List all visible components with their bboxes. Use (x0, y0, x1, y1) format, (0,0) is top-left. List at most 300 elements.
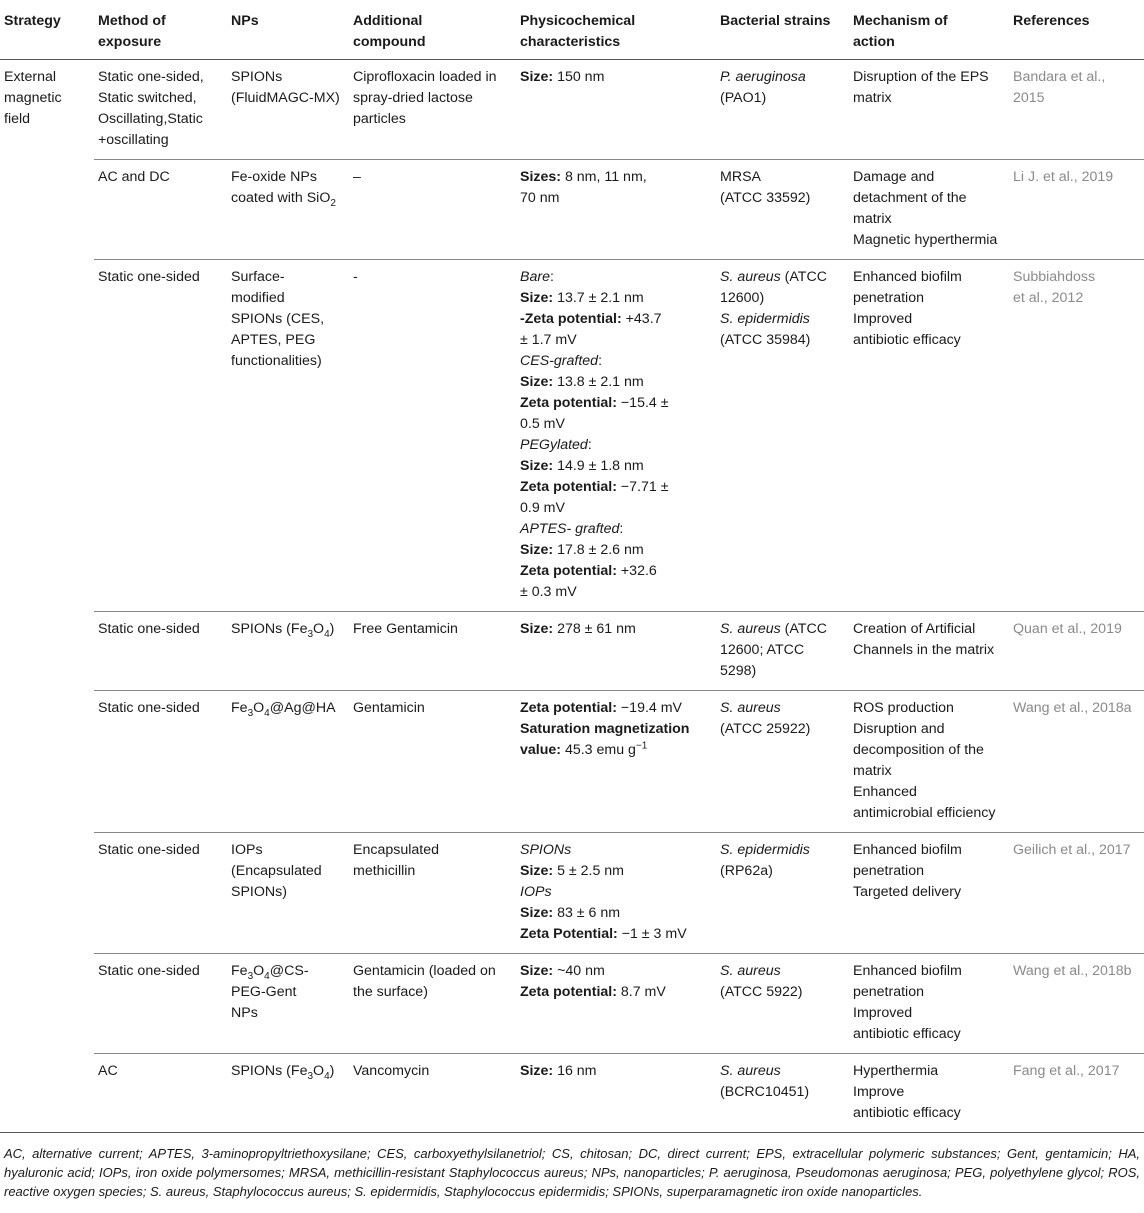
physico-label: Size: (520, 621, 554, 637)
nps-cell (227, 1054, 349, 1133)
physico-value: 0.5 mV (520, 416, 565, 432)
bacterial-line (720, 719, 849, 740)
cell-line: Improve (853, 1084, 905, 1100)
cell-line: PEG-Gent (231, 984, 297, 1000)
physico-label: Zeta Potential: (520, 926, 618, 942)
bacterial-line (720, 861, 849, 882)
strain-id: 5298) (720, 663, 757, 679)
reference-cell (1009, 691, 1144, 833)
cell-line: matrix (853, 763, 892, 779)
physico-label: Size: (520, 290, 554, 306)
method-cell (94, 954, 227, 1054)
reference-link[interactable]: Bandara et al., (1013, 69, 1106, 85)
method-cell (94, 1054, 227, 1133)
cell-line: Damage and (853, 169, 935, 185)
mechanism-cell (849, 612, 1009, 691)
nps-cell (227, 954, 349, 1054)
nps-text: Fe (231, 963, 248, 979)
physico-label: Size: (520, 963, 554, 979)
physico-line (520, 861, 716, 882)
nps-text: O (313, 621, 325, 637)
strain-id: (ATCC 5922) (720, 984, 803, 1000)
header-mechanism: Mechanism of action (853, 13, 948, 50)
cell-line: Channels in the matrix (853, 642, 995, 658)
cell-line (231, 619, 349, 640)
additional-cell (349, 612, 516, 691)
physico-suffix: : (598, 353, 603, 369)
physico-value: ~40 nm (553, 963, 605, 979)
header-physico: Physicochemical characteristics (520, 13, 636, 50)
nps-cell (227, 260, 349, 612)
physico-line (520, 456, 716, 477)
physico-line (520, 961, 716, 982)
physico-line (520, 435, 716, 456)
strategy-cell (0, 60, 94, 1133)
cell-line: Improved (853, 1005, 913, 1021)
mechanism-cell (849, 260, 1009, 612)
subscript: 4 (324, 1070, 330, 1082)
cell-line (231, 288, 349, 309)
physico-value: −15.4 ± (616, 395, 669, 411)
cell-line (231, 309, 349, 330)
cell-line: Enhanced biofilm (853, 842, 962, 858)
cell-line: AC and DC (98, 169, 170, 185)
strain-id: (ATCC (780, 621, 827, 637)
cell-line: ROS production (853, 700, 954, 716)
physico-value: 13.8 ± 2.1 nm (553, 374, 644, 390)
method-cell (94, 60, 227, 160)
nps-cell (227, 160, 349, 260)
reference-cell (1009, 612, 1144, 691)
cell-line (231, 167, 349, 188)
physico-line (520, 540, 716, 561)
physico-suffix: : (549, 269, 554, 285)
mechanism-cell (849, 691, 1009, 833)
strain-name: S. aureus (720, 621, 781, 637)
physico-line (520, 619, 716, 640)
physico-line (520, 924, 716, 945)
cell-line: matrix (853, 211, 892, 227)
reference-link[interactable]: Wang et al., 2018b (1013, 963, 1132, 979)
reference-cell (1009, 60, 1144, 160)
physico-group: PEGylated (520, 437, 588, 453)
table-row (0, 833, 1144, 954)
nps-text: IOPs (231, 842, 263, 858)
nps-text: functionalities) (231, 353, 322, 369)
nps-text: Fe (231, 700, 248, 716)
physico-line (520, 982, 716, 1003)
nps-text: ) (329, 621, 335, 637)
physico-value: +32.6 (616, 563, 657, 579)
bacterial-line (720, 619, 849, 640)
physico-line (520, 167, 716, 188)
physico-line (520, 698, 716, 719)
cell-line: Enhanced (853, 784, 917, 800)
cell-line: Creation of Artificial (853, 621, 976, 637)
bacterial-line (720, 330, 849, 351)
cell-line: detachment of the (853, 190, 967, 206)
bacterial-line (720, 1082, 849, 1103)
bacterial-cell (716, 160, 849, 260)
cell-line (231, 67, 349, 88)
cell-line: NPs (231, 1005, 258, 1021)
physico-cell (516, 954, 716, 1054)
physico-suffix: : (587, 437, 592, 453)
strain-id: (BCRC10451) (720, 1084, 810, 1100)
cell-line: the surface) (353, 984, 428, 1000)
nps-text: (FluidMAGC-MX) (231, 90, 340, 106)
nps-text: coated with SiO (231, 190, 331, 206)
physico-line (520, 740, 716, 761)
physico-label: Zeta potential: (520, 984, 617, 1000)
physico-group: SPIONs (520, 842, 572, 858)
physico-group: Bare (520, 269, 550, 285)
cell-line: penetration (853, 290, 924, 306)
reference-cell (1009, 954, 1144, 1054)
header-nps: NPs (231, 13, 259, 29)
reference-cell (1009, 1054, 1144, 1133)
cell-line: Static switched, (98, 90, 197, 106)
bacterial-line (720, 309, 849, 330)
strain-id: MRSA (720, 169, 761, 185)
additional-cell (349, 1054, 516, 1133)
physico-value: 45.3 emu g (561, 742, 636, 758)
physico-label: -Zeta potential: (520, 311, 622, 327)
nps-text: SPIONs) (231, 884, 287, 900)
physico-line (520, 719, 716, 740)
strain-name: S. aureus (720, 269, 781, 285)
cell-line: - (353, 269, 358, 285)
mechanism-cell (849, 60, 1009, 160)
bacterial-line (720, 267, 849, 288)
reference-link[interactable]: Wang et al., 2018a (1013, 700, 1132, 716)
additional-cell (349, 60, 516, 160)
physico-value: 5 ± 2.5 nm (553, 863, 625, 879)
cell-line: Static one-sided (98, 963, 200, 979)
physico-label: value: (520, 742, 562, 758)
method-cell (94, 260, 227, 612)
reference-link[interactable]: 2015 (1013, 90, 1045, 106)
additional-cell (349, 160, 516, 260)
nps-text: O (253, 700, 265, 716)
cell-line (231, 840, 349, 861)
bacterial-line (720, 188, 849, 209)
cell-line (231, 961, 349, 982)
cell-line: Static one-sided, (98, 69, 204, 85)
physico-line (520, 1061, 716, 1082)
cell-line: Gentamicin (loaded on (353, 963, 496, 979)
bacterial-cell (716, 612, 849, 691)
cell-line: antibiotic efficacy (853, 1026, 961, 1042)
bacterial-line (720, 288, 849, 309)
nps-cell (227, 833, 349, 954)
bacterial-line (720, 982, 849, 1003)
table-row (0, 260, 1144, 612)
cell-line: Enhanced biofilm (853, 963, 962, 979)
subscript: 3 (247, 970, 254, 982)
mechanism-cell (849, 160, 1009, 260)
physico-line (520, 288, 716, 309)
physico-value: 8 nm, 11 nm, (561, 169, 647, 185)
subscript: 2 (330, 197, 336, 209)
cell-line: Improved (853, 311, 913, 327)
reference-link[interactable]: Li J. et al., 2019 (1013, 169, 1114, 185)
cell-line: Encapsulated (353, 842, 439, 858)
bacterial-line (720, 840, 849, 861)
method-cell (94, 612, 227, 691)
nps-text: O (313, 1063, 325, 1079)
physico-line (520, 67, 716, 88)
physico-cell (516, 260, 716, 612)
physico-label: Zeta potential: (520, 563, 617, 579)
reference-link[interactable]: et al., 2012 (1013, 290, 1084, 306)
nps-cell (227, 60, 349, 160)
strain-name: P. aeruginosa (720, 69, 806, 85)
cell-line: magnetic (4, 90, 62, 106)
nps-text: @Ag@HA (269, 700, 336, 716)
physico-label: Size: (520, 542, 554, 558)
cell-line: decomposition of the (853, 742, 984, 758)
nps-text: Surface- (231, 269, 285, 285)
physico-value: −19.4 mV (616, 700, 683, 716)
subscript: 3 (307, 1070, 314, 1082)
physico-value: ± 1.7 mV (520, 332, 577, 348)
subscript: 3 (247, 707, 254, 719)
cell-line: Static one-sided (98, 621, 200, 637)
cell-line: field (4, 111, 31, 127)
table-footnote: AC, alternative current; APTES, 3-aminopropyltriethoxysilane; CES, carboxyethylsilanetriol; CS, chitosan; DC, direct current; EPS, extracellular polymeric substances; Gent, gentamicin; HA, hyaluronic acid; IOPs, iron oxide polymersomes; MRSA, methicillin-resistant Staphylococcus aureus; NPs, nanoparticles; P. aeruginosa, Pseudomonas aeruginosa; PEG, polyethylene glycol; ROS, reactive oxygen species; S. aureus, Staphylococcus aureus; S. epidermidis, Staphylococcus epidermidis; SPIONs, superparamagnetic iron oxide nanoparticles. (4, 1146, 1140, 1199)
cell-line (231, 882, 349, 903)
physico-line (520, 351, 716, 372)
physico-line (520, 582, 716, 603)
nps-text: O (253, 963, 265, 979)
bacterial-line (720, 67, 849, 88)
reference-link[interactable]: Geilich et al., 2017 (1013, 842, 1131, 858)
additional-cell (349, 260, 516, 612)
nps-text: SPIONs (Fe (231, 621, 308, 637)
bacterial-line (720, 167, 849, 188)
physico-line (520, 840, 716, 861)
physico-value: 14.9 ± 1.8 nm (553, 458, 644, 474)
nps-text: SPIONs (231, 69, 283, 85)
strain-id: 12600; ATCC (720, 642, 805, 658)
cell-line: antibiotic efficacy (853, 1105, 961, 1121)
cell-line: Magnetic hyperthermia (853, 232, 998, 248)
cell-line (231, 698, 349, 719)
bacterial-cell (716, 1054, 849, 1133)
nps-cell (227, 612, 349, 691)
table-body (0, 60, 1144, 1133)
cell-line: matrix (853, 90, 892, 106)
cell-line: Static one-sided (98, 842, 200, 858)
physico-label: Size: (520, 1063, 554, 1079)
header-row (0, 0, 1144, 60)
cell-line: Static one-sided (98, 700, 200, 716)
cell-line: penetration (853, 984, 924, 1000)
method-cell (94, 160, 227, 260)
physico-label: Zeta potential: (520, 700, 617, 716)
physico-group: CES-grafted (520, 353, 599, 369)
nps-text: modified (231, 290, 285, 306)
bacterial-line (720, 88, 849, 109)
physico-group: APTES- grafted (520, 521, 620, 537)
cell-line: – (353, 169, 361, 185)
physico-value: 0.9 mV (520, 500, 565, 516)
bacterial-cell (716, 954, 849, 1054)
cell-line: Free Gentamicin (353, 621, 458, 637)
subscript: 4 (264, 970, 270, 982)
bacterial-line (720, 1061, 849, 1082)
subscript: 4 (264, 707, 270, 719)
method-cell (94, 691, 227, 833)
physico-line (520, 519, 716, 540)
reference-link[interactable]: Subbiahdoss (1013, 269, 1096, 285)
table-row (0, 612, 1144, 691)
physico-value: 17.8 ± 2.6 nm (553, 542, 644, 558)
header-method: Method of exposure (98, 13, 166, 50)
physico-cell (516, 612, 716, 691)
nps-text: SPIONs (CES, (231, 311, 325, 327)
nps-text: @CS- (269, 963, 309, 979)
physico-line (520, 498, 716, 519)
physico-line (520, 882, 716, 903)
bacterial-line (720, 698, 849, 719)
cell-line: Hyperthermia (853, 1063, 939, 1079)
physico-value: 16 nm (553, 1063, 597, 1079)
cell-line: Enhanced biofilm (853, 269, 962, 285)
header-bacterial: Bacterial strains (720, 13, 831, 29)
physico-label: Size: (520, 374, 554, 390)
physico-cell (516, 160, 716, 260)
reference-link[interactable]: Fang et al., 2017 (1013, 1063, 1120, 1079)
physico-line (520, 372, 716, 393)
cell-line: External (4, 69, 57, 85)
physico-value: 70 nm (520, 190, 560, 206)
physico-value: 83 ± 6 nm (553, 905, 621, 921)
bacterial-cell (716, 260, 849, 612)
table-row (0, 1054, 1144, 1133)
table-row (0, 160, 1144, 260)
physico-cell (516, 60, 716, 160)
physico-label: Zeta potential: (520, 395, 617, 411)
physico-label: Sizes: (520, 169, 562, 185)
nps-text: Fe-oxide NPs (231, 169, 317, 185)
strain-name: S. epidermidis (720, 842, 810, 858)
subscript: 4 (324, 628, 330, 640)
header-strategy: Strategy (4, 13, 61, 29)
physico-label: Saturation magnetization (520, 721, 690, 737)
physico-suffix: : (619, 521, 624, 537)
physico-value: 13.7 ± 2.1 nm (553, 290, 644, 306)
table-row (0, 954, 1144, 1054)
mechanism-cell (849, 1054, 1009, 1133)
nps-text: APTES, PEG (231, 332, 316, 348)
strain-id: (ATCC 33592) (720, 190, 811, 206)
physico-value: 8.7 mV (616, 984, 666, 1000)
strain-id: (ATCC 35984) (720, 332, 811, 348)
additional-cell (349, 954, 516, 1054)
physico-value: −7.71 ± (616, 479, 669, 495)
additional-cell (349, 833, 516, 954)
strain-name: S. aureus (720, 1063, 781, 1079)
subscript: 3 (307, 628, 314, 640)
cell-line: +oscillating (98, 132, 169, 148)
strain-id: 12600) (720, 290, 765, 306)
cell-line: Disruption and (853, 721, 945, 737)
cell-line: antimicrobial efficiency (853, 805, 996, 821)
reference-cell (1009, 160, 1144, 260)
physico-label: Zeta potential: (520, 479, 617, 495)
bacterial-line (720, 661, 849, 682)
nps-text: ) (329, 1063, 335, 1079)
physico-line (520, 477, 716, 498)
nps-text: SPIONs (Fe (231, 1063, 308, 1079)
nps-text: (Encapsulated (231, 863, 322, 879)
cell-line: Static one-sided (98, 269, 200, 285)
cell-line: methicillin (353, 863, 416, 879)
cell-line: Targeted delivery (853, 884, 962, 900)
cell-line: Ciprofloxacin loaded in (353, 69, 497, 85)
physico-line (520, 267, 716, 288)
header-additional: Additional compound (353, 13, 426, 50)
physico-line (520, 188, 716, 209)
physico-line (520, 561, 716, 582)
table-row (0, 691, 1144, 833)
strain-id: (ATCC (780, 269, 827, 285)
table-row (0, 60, 1144, 160)
physico-label: Size: (520, 69, 554, 85)
cell-line (231, 267, 349, 288)
cell-line (231, 88, 349, 109)
physico-value: 150 nm (553, 69, 605, 85)
strain-id: (ATCC 25922) (720, 721, 811, 737)
strain-id: (PAO1) (720, 90, 767, 106)
cell-line: AC (98, 1063, 118, 1079)
physico-line (520, 414, 716, 435)
method-cell (94, 833, 227, 954)
strain-name: S. aureus (720, 963, 781, 979)
physico-value: ± 0.3 mV (520, 584, 577, 600)
cell-line (231, 351, 349, 372)
physico-cell (516, 833, 716, 954)
physico-line (520, 903, 716, 924)
cell-line (231, 188, 349, 209)
cell-line: Oscillating,Static (98, 111, 203, 127)
cell-line (231, 861, 349, 882)
mechanism-cell (849, 954, 1009, 1054)
bacterial-cell (716, 833, 849, 954)
physico-value: −1 ± 3 mV (617, 926, 687, 942)
physico-value: +43.7 (621, 311, 662, 327)
bacterial-line (720, 640, 849, 661)
bacterial-cell (716, 691, 849, 833)
cell-line: spray-dried lactose (353, 90, 473, 106)
physico-line (520, 393, 716, 414)
reference-cell (1009, 833, 1144, 954)
bacterial-line (720, 961, 849, 982)
cell-line: Vancomycin (353, 1063, 430, 1079)
physico-cell (516, 691, 716, 833)
bacterial-cell (716, 60, 849, 160)
reference-link[interactable]: Quan et al., 2019 (1013, 621, 1122, 637)
cell-line: Gentamicin (353, 700, 425, 716)
cell-line (231, 1061, 349, 1082)
superscript: −1 (635, 740, 648, 752)
header-references: References (1013, 13, 1090, 29)
physico-label: Size: (520, 458, 554, 474)
cell-line: antibiotic efficacy (853, 332, 961, 348)
nps-cell (227, 691, 349, 833)
